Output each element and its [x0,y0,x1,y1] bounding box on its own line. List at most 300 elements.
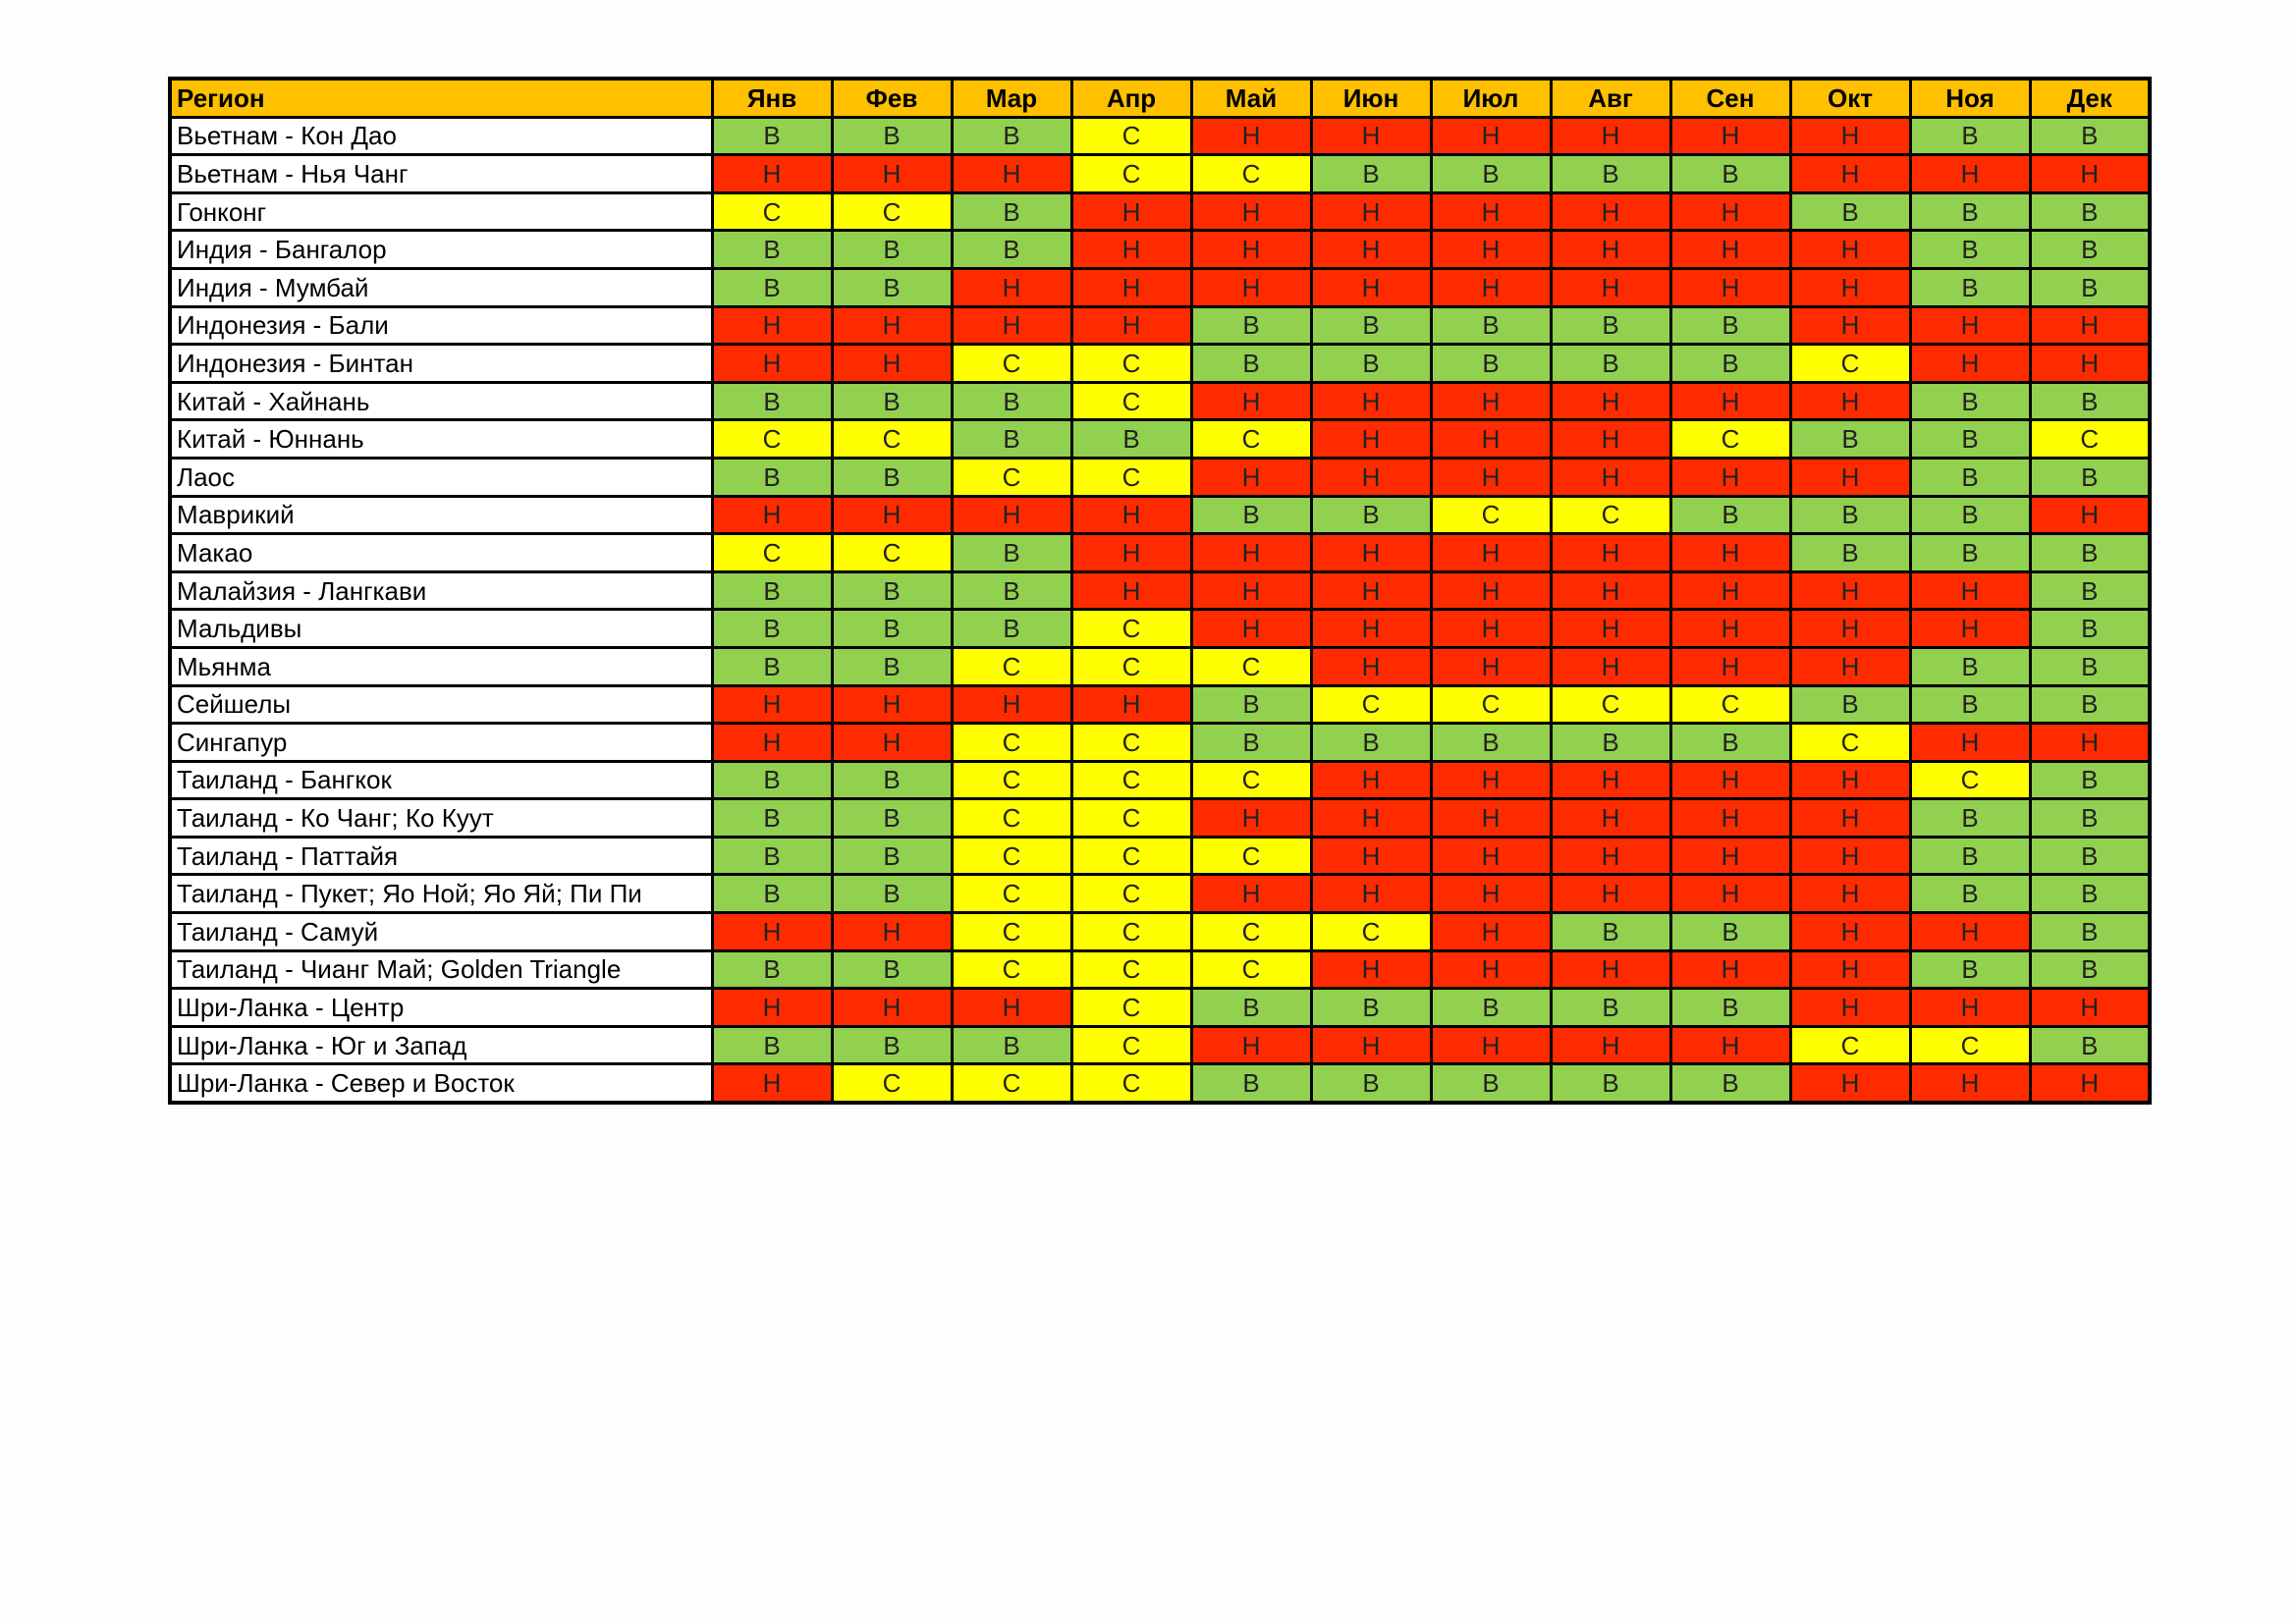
table-row [170,345,2150,383]
table-row [170,382,2150,420]
rating-cell: Н [1071,306,1191,345]
rating-cell: В [1670,496,1790,534]
rating-cell: В [1431,155,1551,193]
rating-cell: В [1790,420,1910,459]
rating-cell: В [2030,117,2150,155]
rating-cell: В [1790,534,1910,572]
rating-cell: Н [1790,761,1910,799]
rating-cell: С [712,192,832,231]
rating-cell: Н [1071,496,1191,534]
rating-cell: Н [2030,345,2150,383]
header-row [170,79,2150,117]
rating-cell: С [1670,685,1790,724]
rating-cell: С [952,799,1071,838]
rating-cell: Н [1670,610,1790,648]
month-header: Июн [1311,79,1431,117]
month-header: Ноя [1910,79,2030,117]
rating-cell: Н [1790,837,1910,875]
rating-cell: В [712,571,832,610]
rating-cell: Н [1670,117,1790,155]
rating-cell: В [2030,837,2150,875]
rating-cell: Н [712,345,832,383]
rating-cell: В [1311,155,1431,193]
rating-cell: В [1551,989,1670,1027]
rating-cell: С [712,420,832,459]
rating-cell: Н [1551,837,1670,875]
region-name: Шри-Ланка - Центр [170,989,712,1027]
region-name: Индонезия - Бали [170,306,712,345]
rating-cell: В [1910,117,2030,155]
rating-cell: С [1311,685,1431,724]
rating-cell: С [952,761,1071,799]
rating-cell: Н [1311,647,1431,685]
rating-cell: В [1910,799,2030,838]
rating-cell: В [1910,268,2030,306]
rating-cell: С [1071,1064,1191,1103]
rating-cell: В [832,799,952,838]
rating-cell: В [1191,496,1311,534]
region-name: Мальдивы [170,610,712,648]
rating-cell: Н [1670,458,1790,496]
rating-cell: С [1551,496,1670,534]
rating-cell: Н [1551,1026,1670,1064]
rating-cell: В [1670,306,1790,345]
rating-cell: В [952,117,1071,155]
rating-cell: С [1790,724,1910,762]
rating-cell: В [2030,268,2150,306]
rating-cell: Н [1551,192,1670,231]
rating-cell: С [1071,382,1191,420]
rating-cell: Н [1311,799,1431,838]
rating-cell: Н [1311,192,1431,231]
rating-cell: В [2030,761,2150,799]
rating-cell: Н [1910,571,2030,610]
region-column-header: Регион [170,79,712,117]
rating-cell: Н [1191,799,1311,838]
rating-cell: В [1910,231,2030,269]
rating-cell: Н [1670,875,1790,913]
rating-cell: Н [1790,306,1910,345]
rating-cell: Н [1790,610,1910,648]
rating-cell: В [1551,155,1670,193]
rating-cell: В [712,458,832,496]
rating-cell: В [1431,345,1551,383]
rating-cell: Н [1551,610,1670,648]
rating-cell: С [1431,496,1551,534]
rating-cell: В [1191,724,1311,762]
month-header: Окт [1790,79,1910,117]
rating-cell: Н [1910,345,2030,383]
rating-cell: Н [832,306,952,345]
rating-cell: Н [832,913,952,951]
rating-cell: Н [952,685,1071,724]
rating-cell: Н [1431,1026,1551,1064]
rating-cell: Н [1311,534,1431,572]
region-name: Макао [170,534,712,572]
rating-cell: В [1311,306,1431,345]
rating-cell: С [952,875,1071,913]
rating-cell: Н [1431,875,1551,913]
rating-cell: Н [1670,1026,1790,1064]
rating-cell: В [1670,345,1790,383]
rating-cell: В [832,837,952,875]
table-row [170,724,2150,762]
rating-cell: Н [1790,231,1910,269]
rating-cell: Н [1670,268,1790,306]
rating-cell: С [1071,155,1191,193]
rating-cell: Н [1431,458,1551,496]
rating-cell: С [832,534,952,572]
rating-cell: В [2030,231,2150,269]
table-row [170,534,2150,572]
rating-cell: В [2030,950,2150,989]
rating-cell: В [712,1026,832,1064]
rating-cell: С [1910,761,2030,799]
rating-cell: Н [1191,875,1311,913]
rating-cell: В [952,1026,1071,1064]
rating-cell: Н [1790,155,1910,193]
rating-cell: Н [1311,382,1431,420]
rating-cell: В [1191,989,1311,1027]
rating-cell: Н [1191,231,1311,269]
rating-cell: В [712,875,832,913]
rating-cell: Н [1311,268,1431,306]
rating-cell: В [2030,647,2150,685]
rating-cell: Н [1910,610,2030,648]
rating-cell: Н [1191,382,1311,420]
rating-cell: С [1071,913,1191,951]
rating-cell: С [1191,950,1311,989]
table-row [170,837,2150,875]
table-row [170,989,2150,1027]
rating-cell: Н [1670,571,1790,610]
region-name: Гонконг [170,192,712,231]
region-name: Индия - Бангалор [170,231,712,269]
rating-cell: С [1071,610,1191,648]
rating-cell: Н [1431,913,1551,951]
rating-cell: С [1431,685,1551,724]
rating-cell: В [832,571,952,610]
rating-cell: Н [1311,420,1431,459]
rating-cell: С [952,647,1071,685]
rating-cell: В [712,837,832,875]
region-name: Шри-Ланка - Юг и Запад [170,1026,712,1064]
rating-cell: В [2030,913,2150,951]
rating-cell: Н [1551,950,1670,989]
rating-cell: В [832,950,952,989]
rating-cell: Н [1191,571,1311,610]
rating-cell: В [1551,345,1670,383]
rating-cell: С [952,950,1071,989]
rating-cell: Н [1191,458,1311,496]
rating-cell: Н [1311,610,1431,648]
rating-cell: В [952,610,1071,648]
rating-cell: Н [1431,534,1551,572]
rating-cell: В [712,231,832,269]
rating-cell: С [952,724,1071,762]
rating-cell: С [1670,420,1790,459]
rating-cell: С [712,534,832,572]
rating-cell: С [1551,685,1670,724]
rating-cell: В [1670,724,1790,762]
rating-cell: Н [712,989,832,1027]
rating-cell: Н [712,306,832,345]
rating-cell: Н [1071,268,1191,306]
rating-cell: Н [1551,534,1670,572]
rating-cell: В [712,799,832,838]
rating-cell: Н [1431,837,1551,875]
rating-cell: С [1191,913,1311,951]
table-row [170,192,2150,231]
rating-cell: Н [1790,382,1910,420]
rating-cell: В [832,1026,952,1064]
rating-cell: Н [952,306,1071,345]
table-row [170,647,2150,685]
rating-cell: В [1910,534,2030,572]
rating-cell: Н [2030,1064,2150,1103]
month-header: Май [1191,79,1311,117]
table-row [170,761,2150,799]
rating-cell: С [1790,1026,1910,1064]
rating-cell: С [1191,647,1311,685]
rating-cell: Н [1551,420,1670,459]
table-row [170,117,2150,155]
region-name: Лаос [170,458,712,496]
rating-cell: В [1910,192,2030,231]
rating-cell: Н [1670,799,1790,838]
rating-cell: С [952,458,1071,496]
rating-cell: В [952,382,1071,420]
rating-cell: Н [1670,647,1790,685]
rating-cell: В [1910,950,2030,989]
region-name: Таиланд - Пукет; Яо Ной; Яо Яй; Пи Пи [170,875,712,913]
rating-cell: С [2030,420,2150,459]
rating-cell: Н [1551,875,1670,913]
rating-cell: В [2030,685,2150,724]
rating-cell: Н [1910,1064,2030,1103]
rating-cell: Н [1790,117,1910,155]
rating-cell: В [1910,875,2030,913]
table-row [170,685,2150,724]
table-row [170,1064,2150,1103]
rating-cell: Н [1670,534,1790,572]
rating-cell: Н [1551,382,1670,420]
rating-cell: В [2030,875,2150,913]
table-row [170,610,2150,648]
rating-cell: Н [1191,534,1311,572]
rating-cell: В [1551,724,1670,762]
month-header: Апр [1071,79,1191,117]
rating-cell: Н [1551,799,1670,838]
table-row [170,913,2150,951]
rating-cell: В [1311,496,1431,534]
table-row [170,155,2150,193]
rating-cell: Н [832,155,952,193]
rating-cell: С [1311,913,1431,951]
rating-cell: В [1670,913,1790,951]
rating-cell: В [1431,989,1551,1027]
rating-cell: В [952,534,1071,572]
table-row [170,571,2150,610]
rating-cell: Н [832,685,952,724]
table-row [170,799,2150,838]
rating-cell: Н [1790,799,1910,838]
rating-cell: Н [1431,610,1551,648]
rating-cell: С [832,192,952,231]
rating-cell: В [2030,192,2150,231]
rating-cell: Н [1431,571,1551,610]
rating-cell: В [832,647,952,685]
rating-cell: Н [1551,571,1670,610]
rating-cell: В [832,117,952,155]
table-row [170,496,2150,534]
rating-cell: Н [1431,192,1551,231]
rating-cell: В [1790,496,1910,534]
month-header: Июл [1431,79,1551,117]
rating-cell: Н [2030,155,2150,193]
rating-cell: В [1431,724,1551,762]
rating-cell: В [2030,610,2150,648]
rating-cell: Н [1910,155,2030,193]
rating-cell: С [952,913,1071,951]
rating-cell: Н [1670,231,1790,269]
rating-cell: В [832,761,952,799]
region-name: Китай - Хайнань [170,382,712,420]
rating-cell: Н [712,724,832,762]
rating-cell: В [1670,1064,1790,1103]
rating-cell: В [832,382,952,420]
rating-cell: В [712,647,832,685]
rating-cell: С [1071,117,1191,155]
table-body [170,117,2150,1103]
rating-cell: В [2030,534,2150,572]
rating-cell: Н [1790,1064,1910,1103]
rating-cell: Н [1790,875,1910,913]
rating-cell: С [1071,837,1191,875]
rating-cell: В [1551,306,1670,345]
rating-cell: Н [1431,382,1551,420]
rating-cell: В [712,610,832,648]
rating-cell: Н [1790,268,1910,306]
rating-cell: Н [1311,231,1431,269]
rating-cell: В [1910,685,2030,724]
rating-cell: С [952,837,1071,875]
rating-cell: Н [1431,950,1551,989]
rating-cell: В [712,268,832,306]
rating-cell: В [1431,306,1551,345]
rating-cell: Н [1431,268,1551,306]
rating-cell: В [1670,989,1790,1027]
rating-cell: Н [1431,420,1551,459]
table-row [170,950,2150,989]
month-header: Мар [952,79,1071,117]
rating-cell: Н [1311,117,1431,155]
rating-cell: Н [1790,950,1910,989]
rating-cell: В [1910,837,2030,875]
rating-cell: Н [1431,761,1551,799]
table-row [170,1026,2150,1064]
rating-cell: Н [832,989,952,1027]
rating-cell: Н [1910,989,2030,1027]
region-name: Маврикий [170,496,712,534]
month-header: Авг [1551,79,1670,117]
rating-cell: С [1071,458,1191,496]
rating-cell: Н [1910,913,2030,951]
rating-cell: Н [952,496,1071,534]
rating-cell: Н [1311,950,1431,989]
rating-cell: В [2030,571,2150,610]
rating-cell: Н [1311,761,1431,799]
rating-cell: В [832,875,952,913]
region-name: Индия - Мумбай [170,268,712,306]
rating-cell: С [1071,989,1191,1027]
rating-cell: В [1191,685,1311,724]
rating-cell: С [1071,950,1191,989]
month-header: Янв [712,79,832,117]
rating-cell: Н [1790,458,1910,496]
rating-cell: Н [2030,496,2150,534]
rating-cell: В [1191,345,1311,383]
rating-cell: В [1191,1064,1311,1103]
rating-cell: В [952,420,1071,459]
rating-cell: Н [2030,306,2150,345]
rating-cell: С [1071,761,1191,799]
table-row [170,420,2150,459]
rating-cell: С [1071,799,1191,838]
rating-cell: С [1191,837,1311,875]
region-name: Сейшелы [170,685,712,724]
region-name: Сингапур [170,724,712,762]
rating-cell: Н [952,268,1071,306]
rating-cell: Н [1191,268,1311,306]
month-header: Сен [1670,79,1790,117]
rating-cell: Н [1910,724,2030,762]
rating-cell: Н [1431,799,1551,838]
rating-cell: Н [1311,837,1431,875]
table-row [170,875,2150,913]
region-name: Малайзия - Лангкави [170,571,712,610]
rating-cell: С [952,1064,1071,1103]
region-name: Таиланд - Бангкок [170,761,712,799]
season-table [168,77,2152,1105]
table-row [170,268,2150,306]
rating-cell: С [832,1064,952,1103]
rating-cell: Н [1551,761,1670,799]
region-name: Мьянма [170,647,712,685]
rating-cell: В [832,231,952,269]
rating-cell: С [1071,724,1191,762]
rating-cell: Н [1670,837,1790,875]
rating-cell: С [1071,647,1191,685]
table-row [170,458,2150,496]
rating-cell: В [712,117,832,155]
rating-cell: В [1071,420,1191,459]
rating-cell: Н [712,685,832,724]
rating-cell: Н [1191,610,1311,648]
rating-cell: Н [1191,117,1311,155]
rating-cell: В [1790,192,1910,231]
rating-cell: В [1670,155,1790,193]
rating-cell: Н [1071,192,1191,231]
rating-cell: Н [1071,685,1191,724]
rating-cell: В [952,571,1071,610]
rating-cell: Н [712,155,832,193]
rating-cell: Н [1551,231,1670,269]
rating-cell: Н [1311,571,1431,610]
rating-cell: В [712,761,832,799]
rating-cell: С [832,420,952,459]
rating-cell: Н [832,724,952,762]
